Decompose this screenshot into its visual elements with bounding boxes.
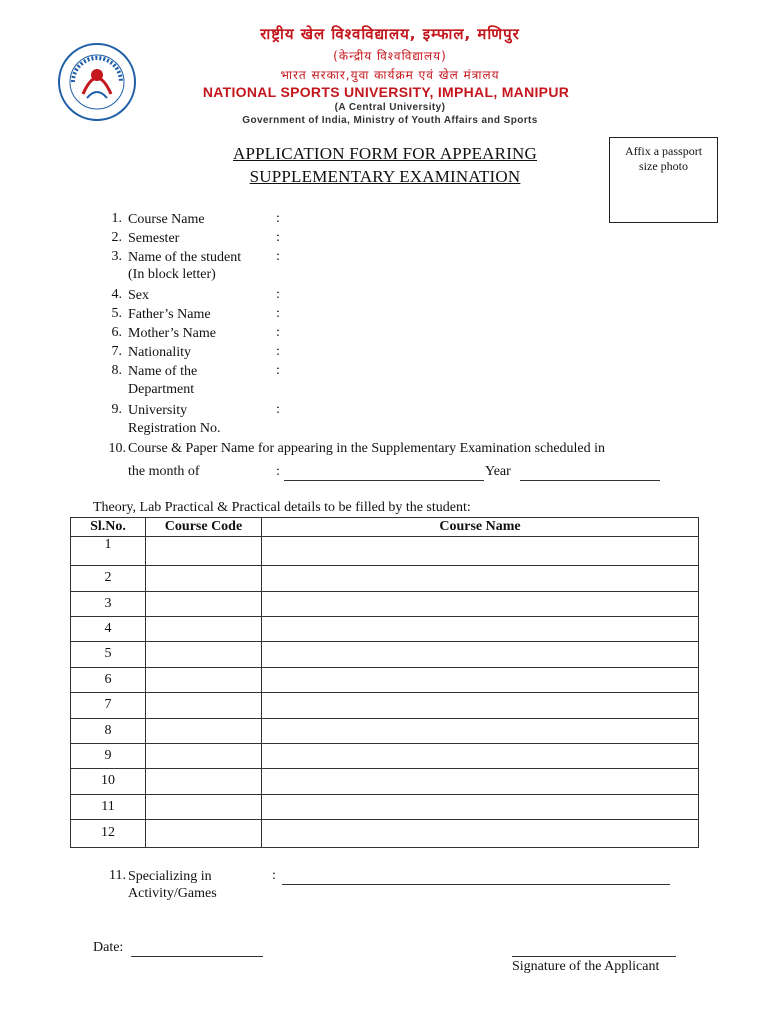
hindi-ministry: भारत सरकार,युवा कार्यक्रम एवं खेल मंत्रालय (280, 68, 500, 82)
course-table-body (70, 537, 699, 848)
item10-month-label: the month of (128, 464, 200, 479)
government-line: Government of India, Ministry of Youth Affairs and Sports (242, 115, 538, 126)
field-number: 5. (111, 306, 122, 321)
date-input-line[interactable] (131, 939, 263, 957)
course-name-cell[interactable] (262, 667, 699, 692)
course-name-cell[interactable] (262, 591, 699, 616)
course-code-cell[interactable] (146, 692, 262, 718)
field-label-student-name: Name of the student (128, 250, 242, 265)
field-colon[interactable]: : (276, 249, 280, 264)
field-number: 4. (111, 287, 122, 302)
course-name-cell[interactable] (262, 616, 699, 641)
field-number: 3. (111, 249, 122, 264)
table-row (71, 667, 699, 692)
field-colon[interactable]: : (276, 230, 280, 245)
course-code-cell[interactable] (146, 641, 262, 667)
field-number: 11. (109, 868, 126, 883)
field-colon[interactable]: : (276, 402, 280, 417)
year-input-line[interactable] (520, 463, 660, 481)
row-number: 3 (71, 591, 146, 616)
header-course-name: Course Name (262, 518, 699, 537)
field-number: 9. (111, 402, 122, 417)
field-colon[interactable]: : (276, 306, 280, 321)
field-colon[interactable]: : (276, 344, 280, 359)
form-title-line2: SUPPLEMENTARY EXAMINATION (249, 167, 521, 186)
field-label-course-name: Course Name (128, 212, 205, 227)
course-name-cell[interactable] (262, 565, 699, 591)
course-code-cell[interactable] (146, 794, 262, 819)
header-course-code: Course Code (146, 518, 262, 537)
course-code-cell[interactable] (146, 667, 262, 692)
course-name-cell[interactable] (262, 641, 699, 667)
course-code-cell[interactable] (146, 565, 262, 591)
course-code-cell[interactable] (146, 616, 262, 641)
course-name-cell[interactable] (262, 537, 699, 565)
course-name-cell[interactable] (262, 768, 699, 794)
field-label-department: Name of the (128, 364, 198, 379)
table-row (71, 641, 699, 667)
field-colon[interactable]: : (276, 287, 280, 302)
row-number: 10 (71, 768, 146, 794)
field-label-father-name: Father’s Name (128, 307, 211, 322)
university-logo (57, 42, 137, 122)
row-number: 7 (71, 692, 146, 718)
course-code-cell[interactable] (146, 591, 262, 616)
field-sublabel-department: Department (128, 382, 195, 397)
course-code-cell[interactable] (146, 537, 262, 565)
row-number: 12 (71, 819, 146, 847)
course-code-cell[interactable] (146, 718, 262, 743)
item10-year-label: Year (485, 464, 511, 479)
field-number: 7. (111, 344, 122, 359)
hindi-university-name: राष्ट्रीय खेल विश्वविद्यालय, इम्फाल, मणिपुर (260, 25, 520, 43)
signature-label: Signature of the Applicant (512, 959, 660, 974)
table-row (71, 794, 699, 819)
table-row (71, 692, 699, 718)
course-name-cell[interactable] (262, 718, 699, 743)
course-code-cell[interactable] (146, 768, 262, 794)
course-name-cell[interactable] (262, 794, 699, 819)
field-colon: : (272, 868, 276, 883)
table-row (71, 819, 699, 847)
table-intro: Theory, Lab Practical & Practical details to be filled by the student: (93, 500, 471, 515)
field-label-sex: Sex (128, 288, 149, 303)
row-number: 11 (71, 794, 146, 819)
item11-sublabel: Activity/Games (128, 886, 217, 901)
field-number: 1. (111, 211, 122, 226)
field-label-mother-name: Mother’s Name (128, 326, 216, 341)
course-name-cell[interactable] (262, 743, 699, 768)
field-sublabel-block-letter: (In block letter) (128, 267, 216, 282)
course-name-cell[interactable] (262, 819, 699, 847)
row-number: 1 (71, 537, 146, 565)
date-label: Date: (93, 940, 124, 955)
course-code-cell[interactable] (146, 819, 262, 847)
item10-text: Course & Paper Name for appearing in the Supplementary Examination scheduled in (128, 441, 606, 456)
signature-line[interactable] (512, 939, 676, 957)
table-row (71, 768, 699, 794)
table-row (71, 743, 699, 768)
row-number: 4 (71, 616, 146, 641)
course-table (70, 517, 699, 537)
table-row (71, 718, 699, 743)
field-colon: : (276, 464, 280, 479)
field-label-nationality: Nationality (128, 345, 191, 360)
field-number: 2. (111, 230, 122, 245)
table-header-row (71, 518, 699, 537)
item11-label: Specializing in (128, 869, 212, 884)
photo-text-line2: size photo (639, 159, 688, 173)
table-row (71, 616, 699, 641)
table-row (71, 537, 699, 565)
central-university-label: (A Central University) (334, 102, 446, 113)
field-sublabel-registration: Registration No. (128, 421, 221, 436)
table-row (71, 565, 699, 591)
course-code-cell[interactable] (146, 743, 262, 768)
photo-text-line1: Affix a passport (624, 144, 703, 158)
university-name: NATIONAL SPORTS UNIVERSITY, IMPHAL, MANIPUR (202, 84, 570, 100)
row-number: 8 (71, 718, 146, 743)
hindi-central-university: (केन्द्रीय विश्वविद्यालय) (333, 49, 447, 63)
field-label-university: University (128, 403, 188, 418)
field-number: 10. (108, 441, 126, 456)
field-number: 6. (111, 325, 122, 340)
month-input-line[interactable] (284, 463, 484, 481)
header-sl-no: Sl.No. (71, 518, 146, 537)
field-label-semester: Semester (128, 231, 180, 246)
row-number: 6 (71, 667, 146, 692)
specialization-input-line[interactable] (282, 867, 670, 885)
field-colon[interactable]: : (276, 211, 280, 226)
field-number: 8. (111, 363, 122, 378)
table-row (71, 591, 699, 616)
row-number: 9 (71, 743, 146, 768)
row-number: 2 (71, 565, 146, 591)
passport-photo-box[interactable] (609, 137, 718, 223)
field-colon[interactable]: : (276, 325, 280, 340)
field-colon[interactable]: : (276, 363, 280, 378)
course-name-cell[interactable] (262, 692, 699, 718)
row-number: 5 (71, 641, 146, 667)
form-title-line1: APPLICATION FORM FOR APPEARING (232, 144, 538, 163)
